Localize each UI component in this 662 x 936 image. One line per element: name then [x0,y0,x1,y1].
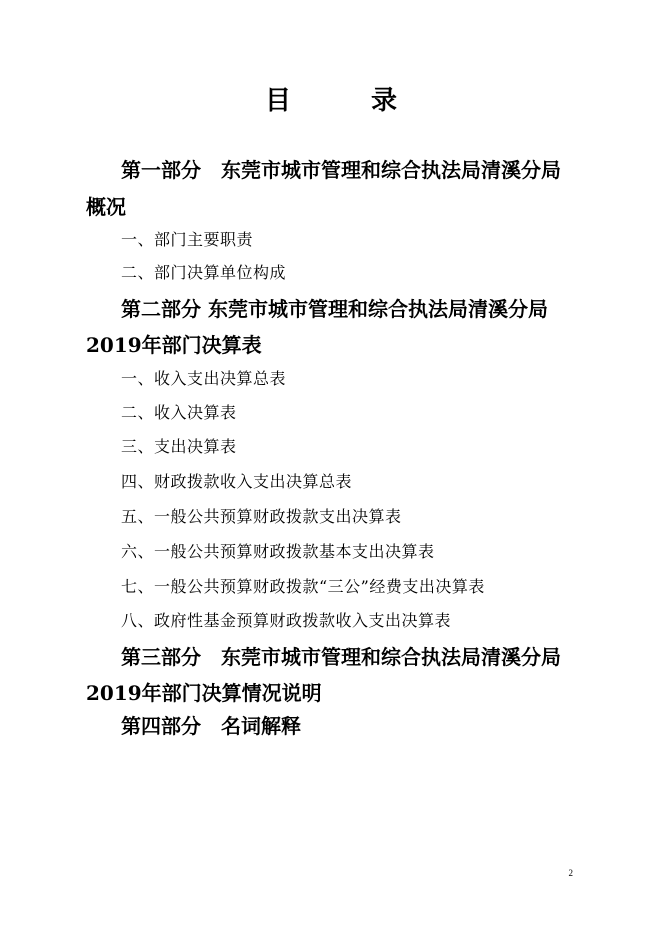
part3-heading: 第三部分 东莞市城市管理和综合执法局清溪分局 [121,645,561,669]
part4-heading: 第四部分 名词解释 [121,714,301,738]
toc-title-right: 录 [371,86,398,116]
page-number: 2 [568,868,573,878]
part1-heading: 第一部分 东莞市城市管理和综合执法局清溪分局 [121,158,561,182]
toc-title-left: 目 [264,86,291,116]
part2-item-6: 六、一般公共预算财政拨款基本支出决算表 [121,542,435,561]
part2-item-2: 二、收入决算表 [121,403,237,422]
part2-heading-cont: 2019年部门决算表 [86,333,262,357]
toc-title [0,80,662,117]
part2-heading: 第二部分 东莞市城市管理和综合执法局清溪分局 [121,297,548,321]
part1-heading-cont: 概况 [86,195,126,219]
part2-item-8: 八、政府性基金预算财政拨款收入支出决算表 [121,611,452,630]
part1-item-2: 二、部门决算单位构成 [121,263,287,282]
part2-item-5: 五、一般公共预算财政拨款支出决算表 [121,507,402,526]
part2-item-1: 一、收入支出决算总表 [121,369,287,388]
part2-item-3: 三、支出决算表 [121,437,237,456]
part2-item-7: 七、一般公共预算财政拨款“三公”经费支出决算表 [121,577,485,596]
part2-item-4: 四、财政拨款收入支出决算总表 [121,472,353,491]
part3-heading-cont: 2019年部门决算情况说明 [86,681,322,705]
part1-item-1: 一、部门主要职责 [121,230,254,249]
